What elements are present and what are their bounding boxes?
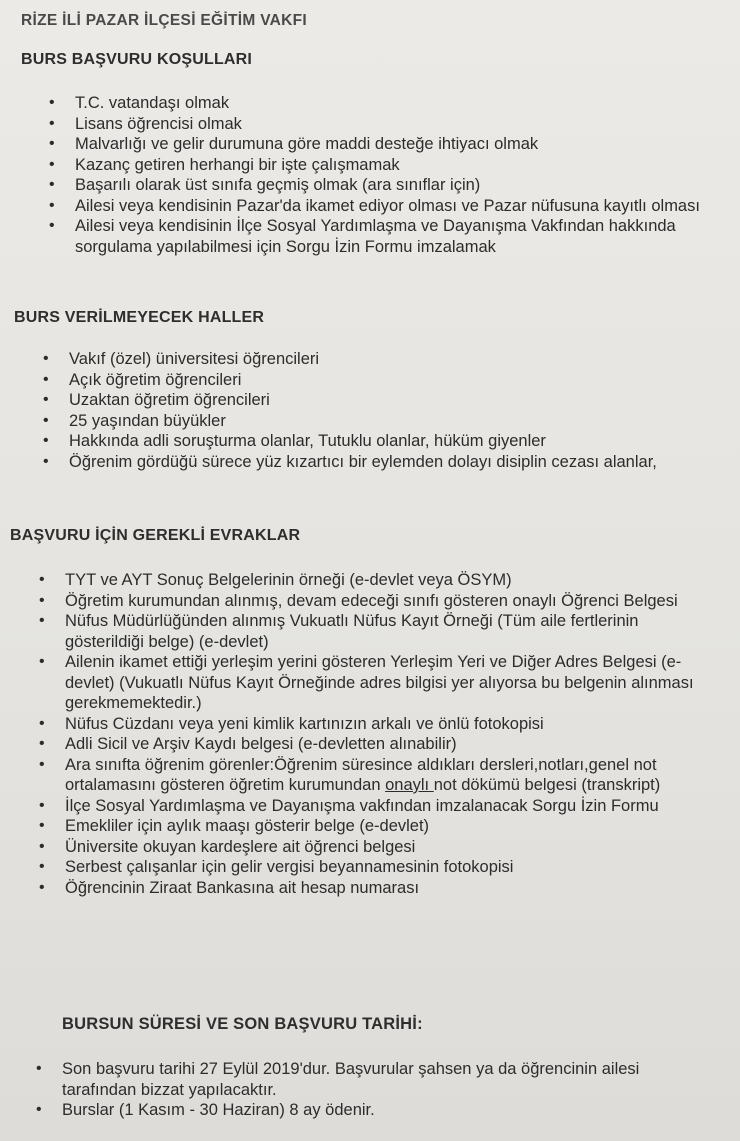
list-item: • Ailesi veya kendisinin Pazar'da ikamet ediyor olması ve Pazar nüfusuna kayıtlı olması [49, 196, 700, 215]
list-item: • Başarılı olarak üst sınıfa geçmiş olmak (ara sınıflar için) [49, 176, 481, 194]
bullet-icon: • [39, 817, 45, 834]
bullet-icon: • [43, 432, 49, 449]
bullet-icon: • [39, 591, 45, 609]
ineligible-list [43, 349, 734, 472]
bullet-icon: • [36, 1060, 42, 1077]
bullet-icon: • [43, 452, 49, 470]
list-item: • Serbest çalışanlar için gelir vergisi beyannamesinin fotokopisi [39, 858, 514, 876]
bullet-icon: • [39, 878, 45, 896]
list-item: • Lisans öğrencisi olmak [49, 114, 242, 133]
bullet-icon: • [43, 370, 49, 388]
section-heading-ineligible-cases: BURS VERİLMEYECEK HALLER [14, 309, 265, 326]
bullet-icon: • [49, 155, 55, 173]
list-item: • Nüfus Cüzdanı veya yeni kimlik kartınızın arkalı ve önlü fotokopisi [39, 714, 544, 733]
list-item: • Hakkında adli soruşturma olanlar, Tutuklu olanlar, hüküm giyenler [43, 432, 546, 450]
list-item: • Nüfus Müdürlüğünden alınmış Vukuatlı Nüfus Kayıt Örneği (Tüm aile fertlerinin gösterildiği belge) (e-devlet) [39, 612, 639, 651]
list-item: • Ailesi veya kendisinin İlçe Sosyal Yardımlaşma ve Dayanışma Vakfından hakkında sorgulama yapılabilmesi için Sorgu İzin Formu imzalamak [49, 217, 676, 256]
underlined-word: onaylı [385, 776, 434, 794]
list-item: • Adli Sicil ve Arşiv Kaydı belgesi (e-devletten alınabilir) [39, 735, 457, 753]
list-item: • Öğrencinin Ziraat Bankasına ait hesap numarası [39, 878, 420, 897]
bullet-icon: • [49, 196, 55, 214]
list-item: • Kazanç getiren herhangi bir işte çalışmamak [49, 155, 400, 174]
list-item: • T.C. vatandaşı olmak [49, 94, 230, 112]
bullet-icon: • [39, 796, 45, 814]
bullet-icon: • [39, 571, 45, 588]
bullet-icon: • [49, 135, 55, 152]
list-item: • Uzaktan öğretim öğrencileri [43, 391, 270, 409]
list-item: • Üniversite okuyan kardeşlere ait öğrenci belgesi [39, 837, 416, 856]
conditions-list [49, 93, 705, 257]
list-item: • TYT ve AYT Sonuç Belgelerinin örneği (e-devlet veya ÖSYM) [39, 571, 512, 589]
bullet-icon: • [39, 714, 45, 732]
list-item: • Öğrenim gördüğü sürece yüz kızartıcı bir eylemden dolayı disiplin cezası alanlar, [43, 452, 657, 471]
bullet-icon: • [49, 114, 55, 132]
list-item: • Öğretim kurumundan alınmış, devam edeceği sınıfı gösteren onaylı Öğrenci Belgesi [39, 591, 678, 610]
bullet-icon: • [43, 391, 49, 408]
bullet-icon: • [36, 1101, 42, 1118]
bullet-icon: • [39, 735, 45, 752]
list-item: • İlçe Sosyal Yardımlaşma ve Dayanışma vakfından imzalanacak Sorgu İzin Formu [39, 796, 659, 815]
list-item: • Emekliler için aylık maaşı gösterir belge (e-devlet) [39, 817, 430, 835]
organization-title: RİZE İLİ PAZAR İLÇESİ EĞİTİM VAKFI [21, 12, 308, 29]
list-item: • Malvarlığı ve gelir durumuna göre maddi desteğe ihtiyacı olmak [49, 135, 539, 153]
deadline-list [36, 1059, 702, 1121]
section-heading-duration-deadline: BURSUN SÜRESİ VE SON BAŞVURU TARİHİ: [62, 1015, 423, 1033]
list-item: • Ara sınıfta öğrenim görenler:Öğrenim süresince aldıkları dersleri,notları,genel not ortalamasını gösteren öğretim kurumundan onaylı not dökümü belgesi (transkript) [39, 755, 661, 794]
list-item: • Açık öğretim öğrencileri [43, 370, 242, 389]
bullet-icon: • [39, 755, 45, 773]
bullet-icon: • [39, 837, 45, 855]
bullet-icon: • [39, 653, 45, 670]
list-item: • Vakıf (özel) üniversitesi öğrencileri [43, 350, 320, 368]
bullet-icon: • [49, 94, 55, 111]
bullet-icon: • [43, 350, 49, 367]
list-item: • 25 yaşından büyükler [43, 411, 226, 430]
documents-list [39, 570, 705, 898]
bullet-icon: • [39, 858, 45, 875]
list-item: • Burslar (1 Kasım - 30 Haziran) 8 ay ödenir. [36, 1101, 375, 1119]
list-item: • Ailenin ikamet ettiği yerleşim yerini gösteren Yerleşim Yeri ve Diğer Adres Belgesi (e-devlet) (Vukuatlı Nüfus Kayıt Örneğinde adres bilgisi yer alıyorsa bu belgenin alınması gerekmemektedir.) [39, 653, 694, 712]
section-heading-application-conditions: BURS BAŞVURU KOŞULLARI [21, 51, 253, 68]
bullet-icon: • [39, 612, 45, 629]
bullet-icon: • [43, 411, 49, 429]
list-item: • Son başvuru tarihi 27 Eylül 2019'dur. Başvurular şahsen ya da öğrencinin ailesi tarafından bizzat yapılacaktır. [36, 1060, 640, 1099]
bullet-icon: • [49, 217, 55, 234]
section-heading-required-documents: BAŞVURU İÇİN GEREKLİ EVRAKLAR [10, 527, 301, 544]
bullet-icon: • [49, 176, 55, 193]
